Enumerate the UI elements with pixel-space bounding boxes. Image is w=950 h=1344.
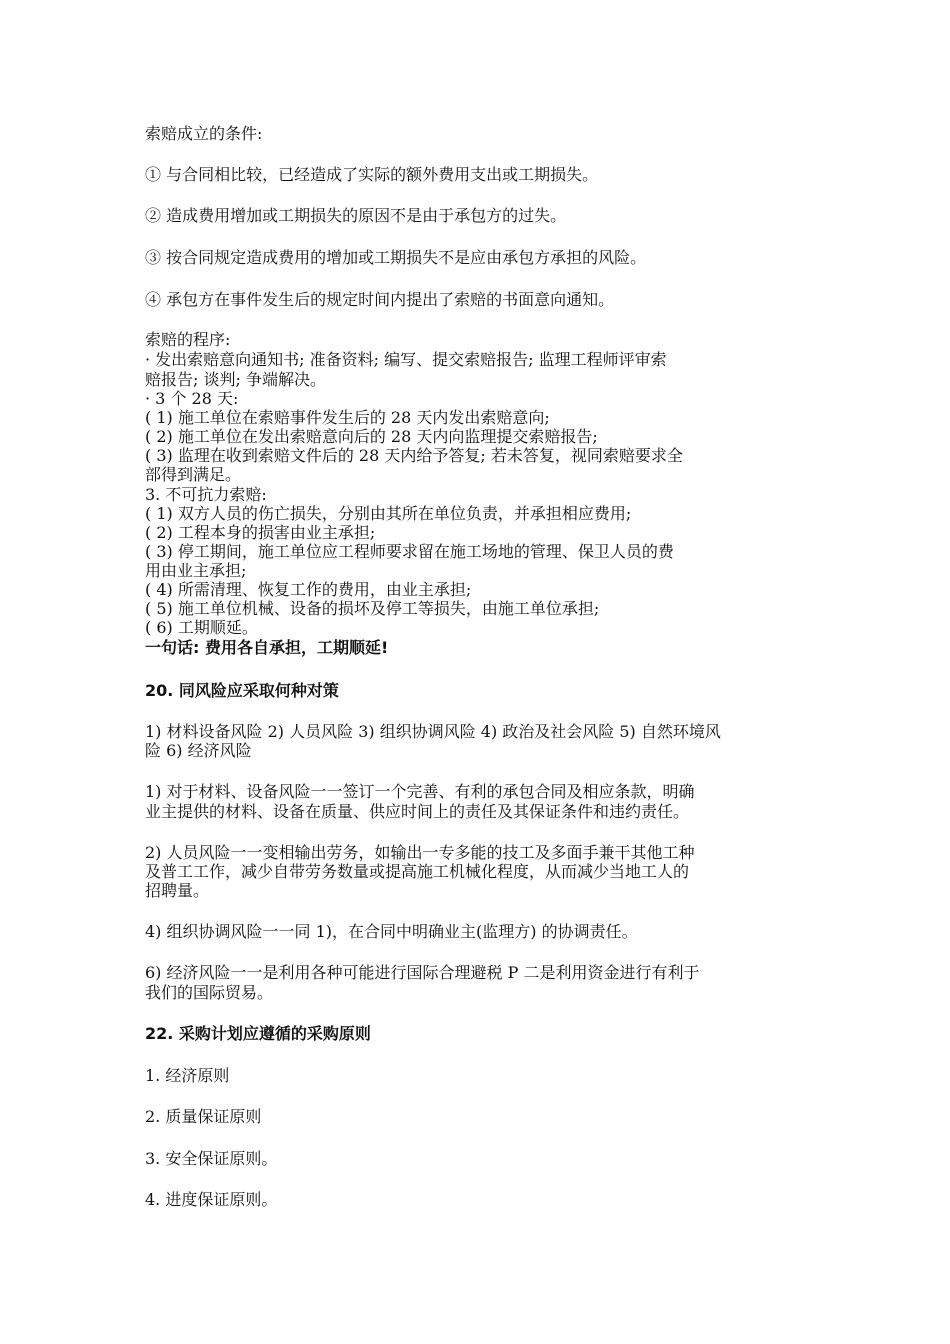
risk-list-line: 险 6) 经济风险 xyxy=(145,741,252,760)
claim-condition-2: ② 造成费用增加或工期损失的原因不是由于承包方的过失。 xyxy=(145,206,567,225)
procedure-line: ( 3) 监理在收到索赔文件后的 28 天内给予答复; 若未答复，视同索赔要求全 xyxy=(145,446,683,465)
material-risk-line: 业主提供的材料、设备在质量、供应时间上的责任及其保证条件和违约责任。 xyxy=(145,802,690,821)
procedure-line: 用由业主承担; xyxy=(145,561,247,580)
economic-risk-line: 我们的国际贸易。 xyxy=(145,983,274,1002)
procedure-line: 赔报告; 谈判; 争端解决。 xyxy=(145,370,326,389)
procedure-line: · 3 个 28 天: xyxy=(145,389,239,408)
personnel-risk-line: 2) 人员风险一一变相输出劳务，如输出一专多能的技工及多面手兼干其他工种 xyxy=(145,843,695,862)
section-heading-procurement-principles: 22. 采购计划应遵循的采购原则 xyxy=(145,1024,371,1043)
procedure-line: 部得到满足。 xyxy=(145,465,242,484)
procurement-principle-1: 1. 经济原则 xyxy=(145,1066,230,1085)
procurement-principle-3: 3. 安全保证原则。 xyxy=(145,1149,278,1168)
procedure-line: ( 6) 工期顺延。 xyxy=(145,618,258,637)
procurement-principle-4: 4. 进度保证原则。 xyxy=(145,1190,278,1209)
procedure-line: ( 3) 停工期间，施工单位应工程师要求留在施工场地的管理、保卫人员的费 xyxy=(145,542,674,561)
coordination-risk-line: 4) 组织协调风险一一同 1)，在合同中明确业主(监理方) 的协调责任。 xyxy=(145,922,638,941)
claim-condition-3: ③ 按合同规定造成费用的增加或工期损失不是应由承包方承担的风险。 xyxy=(145,248,647,267)
personnel-risk-line: 招聘量。 xyxy=(145,881,210,900)
economic-risk-line: 6) 经济风险一一是利用各种可能进行国际合理避税 P 二是利用资金进行有利于 xyxy=(145,963,700,982)
procedure-line: ( 2) 工程本身的损害由业主承担; xyxy=(145,523,376,542)
procedure-line: ( 1) 双方人员的伤亡损失，分别由其所在单位负责，并承担相应费用; xyxy=(145,504,632,523)
procedure-line: ( 5) 施工单位机械、设备的损坏及停工等损失，由施工单位承担; xyxy=(145,599,600,618)
section-heading-risk-countermeasures: 20. 同风险应采取何种对策 xyxy=(145,681,339,700)
claim-condition-1: ① 与合同相比较，已经造成了实际的额外费用支出或工期损失。 xyxy=(145,165,599,184)
procedure-line: ( 4) 所需清理、恢复工作的费用，由业主承担; xyxy=(145,580,472,599)
material-risk-line: 1) 对于材料、设备风险一一签订一个完善、有利的承包合同及相应条款，明确 xyxy=(145,782,695,801)
risk-list-line: 1) 材料设备风险 2) 人员风险 3) 组织协调风险 4) 政治及社会风险 5) 自然环境风 xyxy=(145,722,721,741)
claim-condition-4: ④ 承包方在事件发生后的规定时间内提出了索赔的书面意向通知。 xyxy=(145,290,615,309)
procedure-line: ( 1) 施工单位在索赔事件发生后的 28 天内发出索赔意向; xyxy=(145,408,550,427)
section-heading-claim-procedure: 索赔的程序: xyxy=(145,330,231,349)
procurement-principle-2: 2. 质量保证原则 xyxy=(145,1107,262,1126)
summary-sentence: 一句话: 费用各自承担，工期顺延! xyxy=(145,638,389,657)
section-heading-claim-conditions: 索赔成立的条件: xyxy=(145,124,263,143)
procedure-line: ( 2) 施工单位在发出索赔意向后的 28 天内向监理提交索赔报告; xyxy=(145,427,598,446)
procedure-line: · 发出索赔意向通知书; 准备资料; 编写、提交索赔报告; 监理工程师评审索 xyxy=(145,350,667,369)
procedure-line: 3. 不可抗力索赔: xyxy=(145,485,267,504)
personnel-risk-line: 及普工工作，减少自带劳务数量或提高施工机械化程度，从而减少当地工人的 xyxy=(145,862,690,881)
